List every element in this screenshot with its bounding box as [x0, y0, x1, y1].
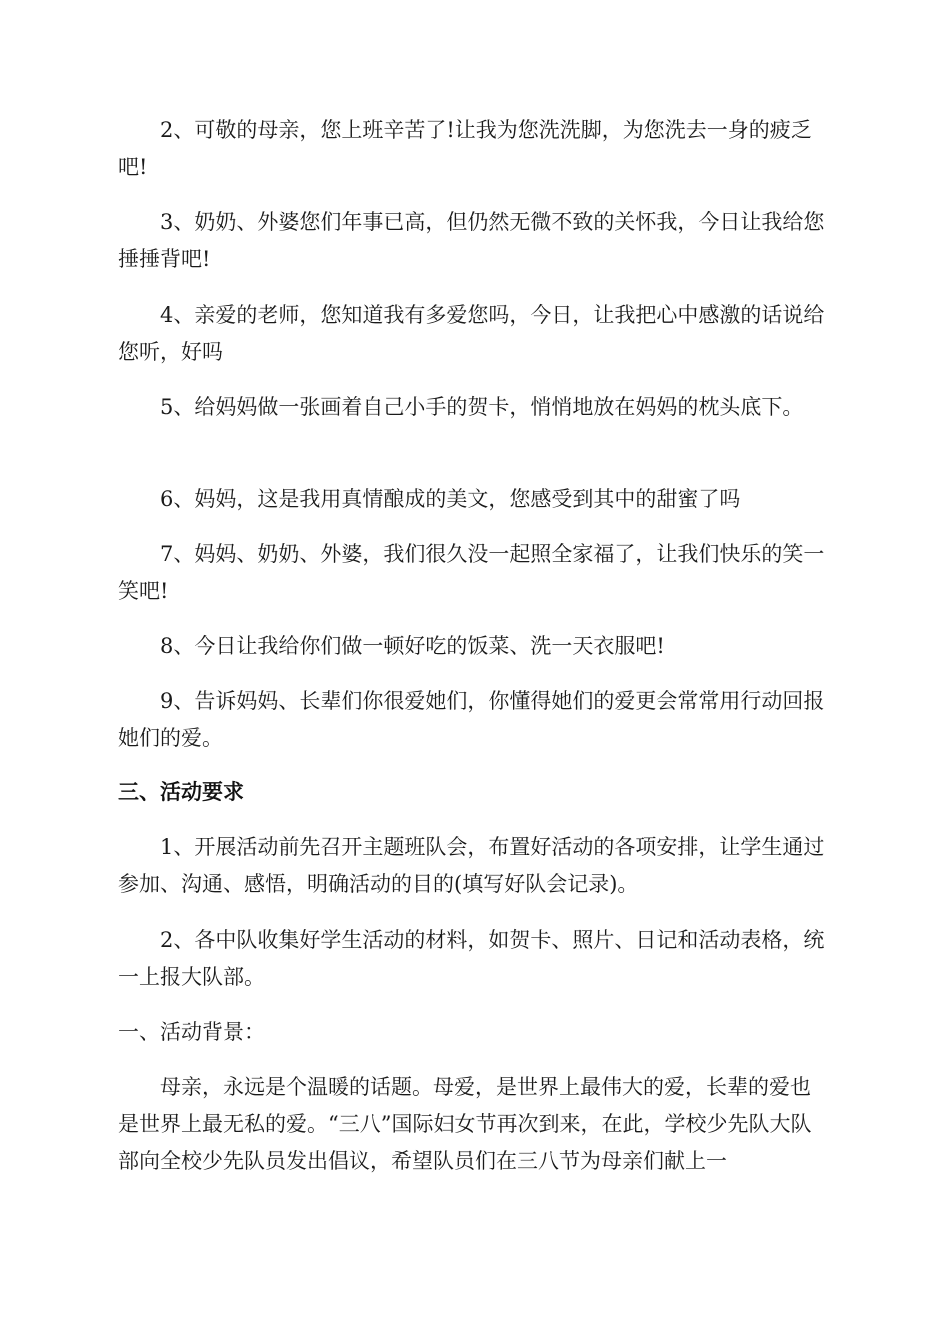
- list-item-3: 3、奶奶、外婆您们年事已高，但仍然无微不致的关怀我，今日让我给您捶捶背吧!: [118, 210, 825, 271]
- requirement-item-2: 2、各中队收集好学生活动的材料，如贺卡、照片、日记和活动表格，统一上报大队部。: [118, 928, 825, 989]
- list-item-8: 8、今日让我给你们做一顿好吃的饭菜、洗一天衣服吧!: [160, 634, 665, 658]
- section-heading-requirements: 三、活动要求: [118, 780, 244, 804]
- list-item-9: 9、告诉妈妈、长辈们你很爱她们，你懂得她们的爱更会常常用行动回报她们的爱。: [118, 689, 825, 750]
- list-item-5: 5、给妈妈做一张画着自己小手的贺卡，悄悄地放在妈妈的枕头底下。: [160, 395, 804, 419]
- list-item-6: 6、妈妈，这是我用真情酿成的美文，您感受到其中的甜蜜了吗: [160, 487, 741, 511]
- list-item-7: 7、妈妈、奶奶、外婆，我们很久没一起照全家福了，让我们快乐的笑一笑吧!: [118, 542, 825, 603]
- list-item-4: 4、亲爱的老师，您知道我有多爱您吗，今日，让我把心中感激的话说给您听，好吗: [118, 303, 825, 364]
- requirement-item-1: 1、开展活动前先召开主题班队会，布置好活动的各项安排，让学生通过参加、沟通、感悟，明确活动的目的(填写好队会记录)。: [118, 835, 825, 896]
- background-paragraph: 母亲，永远是个温暖的话题。母爱，是世界上最伟大的爱，长辈的爱也是世界上最无私的爱。“三八”国际妇女节再次到来，在此，学校少先队大队部向全校少先队员发出倡议，希望队员们在三八节为母亲们献上一: [118, 1075, 812, 1173]
- list-item-2: 2、可敬的母亲，您上班辛苦了!让我为您洗洗脚，为您洗去一身的疲乏吧!: [118, 118, 812, 179]
- section-heading-background: 一、活动背景：: [118, 1020, 265, 1044]
